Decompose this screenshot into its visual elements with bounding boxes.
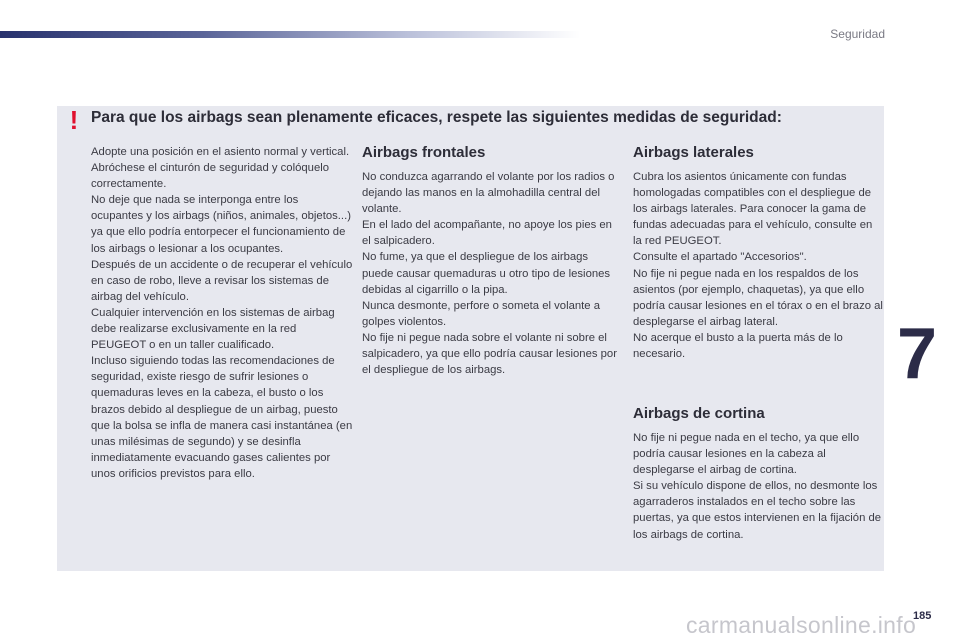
chapter-number: 7 xyxy=(897,314,938,394)
frontal-line: No conduzca agarrando el volante por los radios o dejando las manos en la almohadilla central del volante. xyxy=(362,171,615,216)
frontal-line: Nunca desmonte, perfore o someta el volante a golpes violentos. xyxy=(362,299,601,328)
frontal-line: No fume, ya que el despliegue de los airbags puede causar quemaduras u otro tipo de lesiones debidas al cigarrillo o la pipa. xyxy=(362,251,611,296)
curtain-line: Si su vehículo dispone de ellos, no desmonte los agarraderos instalados en el techo sobre las puertas, ya que estos intervienen en la fijación de los airbags de cortina. xyxy=(633,480,882,541)
general-line: No deje que nada se interponga entre los ocupantes y los airbags (niños, animales, objetos...) ya que ello podría entorpecer el funcionamiento de los airbags o lesionar a los ocupantes. xyxy=(91,194,351,255)
section-title: Seguridad xyxy=(830,27,885,41)
side-line: No fije ni pegue nada en los respaldos de los asientos (por ejemplo, chaquetas), ya que ello podría causar lesiones en el tórax o en el brazo al desplegarse el airbag lateral. xyxy=(633,267,883,328)
side-line: Consulte el apartado "Accesorios". xyxy=(633,251,807,264)
frontal-airbags-title: Airbags frontales xyxy=(362,144,486,161)
general-precautions xyxy=(91,144,353,482)
general-line: Cualquier intervención en los sistemas de airbag debe realizarse exclusivamente en la red PEUGEOT o en un taller cualificado. xyxy=(91,306,335,352)
general-line: Abróchese el cinturón de seguridad y colóquelo correctamente. xyxy=(91,162,330,191)
page-number: 185 xyxy=(913,610,932,622)
side-line: No acerque el busto a la puerta más de lo necesario. xyxy=(633,331,843,361)
side-line: Cubra los asientos únicamente con fundas homologadas compatibles con el despliegue de los airbags laterales. Para conocer la gama de fundas adecuadas para el vehículo, consulte en la red PEUGEOT. xyxy=(633,171,873,248)
warning-heading: Para que los airbags sean plenamente eficaces, respete las siguientes medidas de seguridad: xyxy=(91,109,782,126)
side-airbags-section xyxy=(633,144,883,362)
general-line: Incluso siguiendo todas las recomendaciones de seguridad, existe riesgo de sufrir lesiones o quemaduras leves en la cabeza, el busto o los brazos debido al despliegue de un airbag, puesto que la bolsa se infla de manera casi instantánea (en unas milésimas de segundo) y se desinfla inmediatamente evacuando gases calientes por unos orificios previstos para ello. xyxy=(91,355,353,480)
curtain-line: No fije ni pegue nada en el techo, ya que ello podría causar lesiones en la cabeza al desplegarse el airbag de cortina. xyxy=(633,432,860,477)
frontal-airbags-section xyxy=(362,144,617,378)
curtain-airbags-title: Airbags de cortina xyxy=(633,405,765,422)
side-airbags-title: Airbags laterales xyxy=(633,144,754,161)
exclamation-icon: ! xyxy=(69,105,79,135)
frontal-line: En el lado del acompañante, no apoye los pies en el salpicadero. xyxy=(362,219,612,248)
general-line: Adopte una posición en el asiento normal y vertical. xyxy=(91,146,350,158)
general-line: Después de un accidente o de recuperar el vehículo en caso de robo, lleve a revisar los sistemas de airbag del vehículo. xyxy=(91,258,353,303)
frontal-line: No fije ni pegue nada sobre el volante ni sobre el salpicadero, ya que ello podría causar lesiones por el despliegue de los airbags. xyxy=(362,331,617,377)
curtain-airbags-section xyxy=(633,405,883,543)
watermark: carmanualsonline.info xyxy=(686,612,917,638)
header-gradient-bar xyxy=(0,31,580,38)
